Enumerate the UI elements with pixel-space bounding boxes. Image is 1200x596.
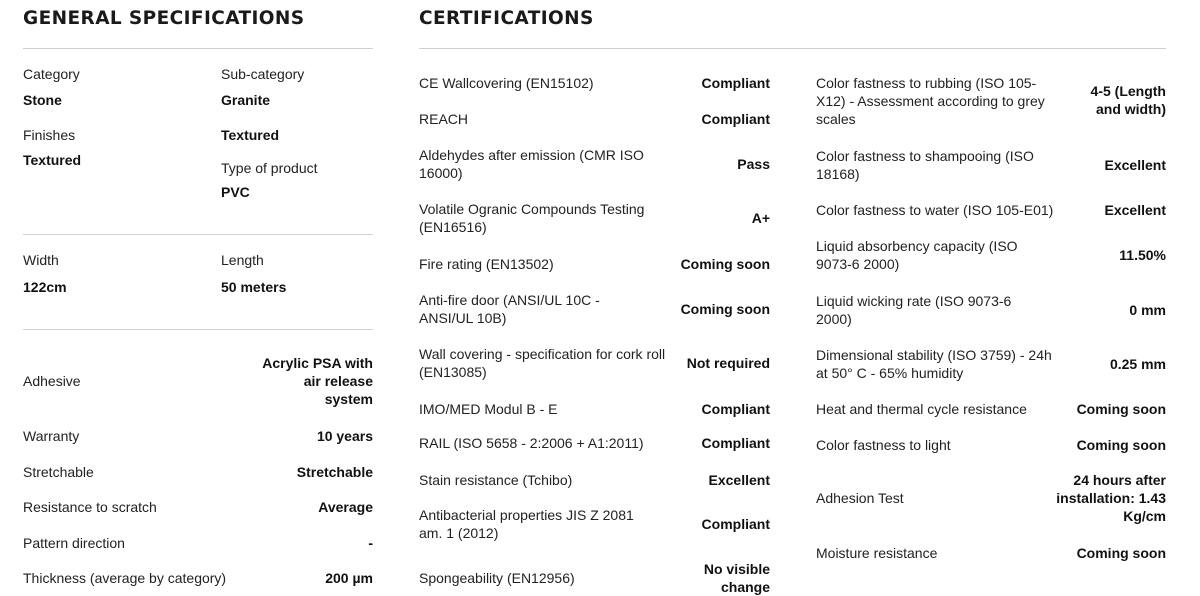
cert-value: Compliant [701,111,770,127]
divider [23,48,373,49]
cert-row [419,505,770,543]
cert-label: Antibacterial properties JIS Z 2081 am. 1 (2012) [419,507,634,541]
spec-label: Thickness (average by category) [23,570,227,586]
cert-value: 24 hours after installation: 1.43 Kg/cm [1056,472,1166,524]
category-label: Category [23,66,80,82]
cert-label: Adhesion Test [816,490,904,506]
cert-label: Fire rating (EN13502) [419,256,554,272]
type-of-product-value: PVC [221,184,250,200]
cert-row [419,344,770,382]
cert-row [419,399,770,419]
cert-row [419,433,770,453]
finishes-value: Textured [23,152,82,168]
cert-label: Volatile Ogranic Compounds Testing (EN16516) [419,201,645,235]
cert-row [816,470,1166,526]
cert-label: Color fastness to shampooing (ISO 18168) [816,148,1034,182]
cert-label: Color fastness to water (ISO 105-E01) [816,202,1054,218]
spec-label: Warranty [23,428,80,444]
length-value: 50 meters [221,279,287,295]
subcategory-label: Sub-category [221,66,305,82]
cert-value: 4-5 (Length and width) [1090,83,1166,117]
spec-value: 10 years [316,428,373,444]
category-value: Stone [23,92,62,108]
spec-value: - [368,535,373,551]
cert-row [419,73,770,93]
finishes-value-secondary: Textured [221,127,280,143]
cert-value: 11.50% [1119,247,1166,263]
spec-label: Pattern direction [23,535,125,551]
cert-label: RAIL (ISO 5658 - 2:2006 + A1:2011) [419,435,644,451]
cert-value: Coming soon [680,256,770,272]
spec-row-scratch-resistance [23,497,373,517]
cert-label: Aldehydes after emission (CMR ISO 16000) [419,147,644,181]
cert-label: Dimensional stability (ISO 3759) - 24h at 50° C - 65% humidity [816,347,1052,381]
certifications-heading: CERTIFICATIONS [419,8,594,29]
cert-value: Excellent [1104,202,1166,218]
cert-label: Liquid wicking rate (ISO 9073-6 2000) [816,293,1012,327]
cert-label: Spongeability (EN12956) [419,570,575,586]
cert-value: Coming soon [1076,545,1166,561]
cert-value: Coming soon [1076,437,1166,453]
finishes-label: Finishes [23,127,76,143]
cert-value: Excellent [1104,157,1166,173]
cert-row [419,109,770,129]
spec-value: Acrylic PSA with air release system [262,355,373,407]
cert-row [816,236,1166,274]
cert-value: Compliant [701,435,770,451]
cert-label: Liquid absorbency capacity (ISO 9073-6 2000) [816,238,1018,272]
spec-row-adhesive [23,353,373,409]
cert-value: Compliant [701,516,770,532]
cert-row [816,345,1166,383]
cert-row [419,470,770,490]
cert-value: Excellent [708,472,770,488]
spec-value: Average [318,499,373,515]
spec-row-stretchable [23,462,373,482]
cert-label: Wall covering - specification for cork roll (EN13085) [419,346,666,380]
divider [419,48,1166,49]
cert-label: REACH [419,111,469,127]
cert-row [419,254,770,274]
cert-label: Heat and thermal cycle resistance [816,401,1027,417]
cert-label: Anti-fire door (ANSI/UL 10C - ANSI/UL 10B) [419,292,600,326]
cert-row [816,399,1166,419]
cert-value: Pass [737,156,770,172]
spec-row-thickness [23,568,373,588]
spec-label: Stretchable [23,464,94,480]
cert-value: Compliant [701,401,770,417]
cert-value: No visible change [703,561,770,595]
cert-row [419,559,770,596]
spec-value: Stretchable [296,464,373,480]
width-value: 122cm [23,279,67,295]
divider [23,329,373,330]
cert-label: Stain resistance (Tchibo) [419,472,573,488]
general-specifications-heading: GENERAL SPECIFICATIONS [23,8,305,29]
spec-row-warranty [23,426,373,446]
cert-value: Compliant [701,75,770,91]
cert-value: 0.25 mm [1109,356,1166,372]
cert-value: 0 mm [1129,302,1166,318]
cert-label: CE Wallcovering (EN15102) [419,75,594,91]
spec-label: Adhesive [23,373,81,389]
cert-value: Not required [686,355,770,371]
width-label: Width [23,252,59,268]
type-of-product-label: Type of product [221,160,318,176]
cert-row [419,145,770,183]
cert-row [419,199,770,237]
cert-value: Coming soon [680,301,770,317]
spec-value: 200 µm [325,570,373,586]
divider [23,234,373,235]
cert-label: Color fastness to light [816,437,951,453]
spec-label: Resistance to scratch [23,499,157,515]
subcategory-value: Granite [221,92,271,108]
spec-row-pattern-direction [23,533,373,553]
cert-value: A+ [751,210,770,226]
cert-row [816,200,1166,220]
cert-label: Moisture resistance [816,545,938,561]
cert-label: IMO/MED Modul B - E [419,401,558,417]
cert-label: Color fastness to rubbing (ISO 105-X12) - Assessment according to grey scales [816,75,1045,127]
length-label: Length [221,252,264,268]
cert-row [419,290,770,328]
cert-row [816,291,1166,329]
cert-value: Coming soon [1076,401,1166,417]
cert-row [816,435,1166,455]
cert-row [816,543,1166,563]
cert-row [816,146,1166,184]
cert-row [816,73,1166,129]
